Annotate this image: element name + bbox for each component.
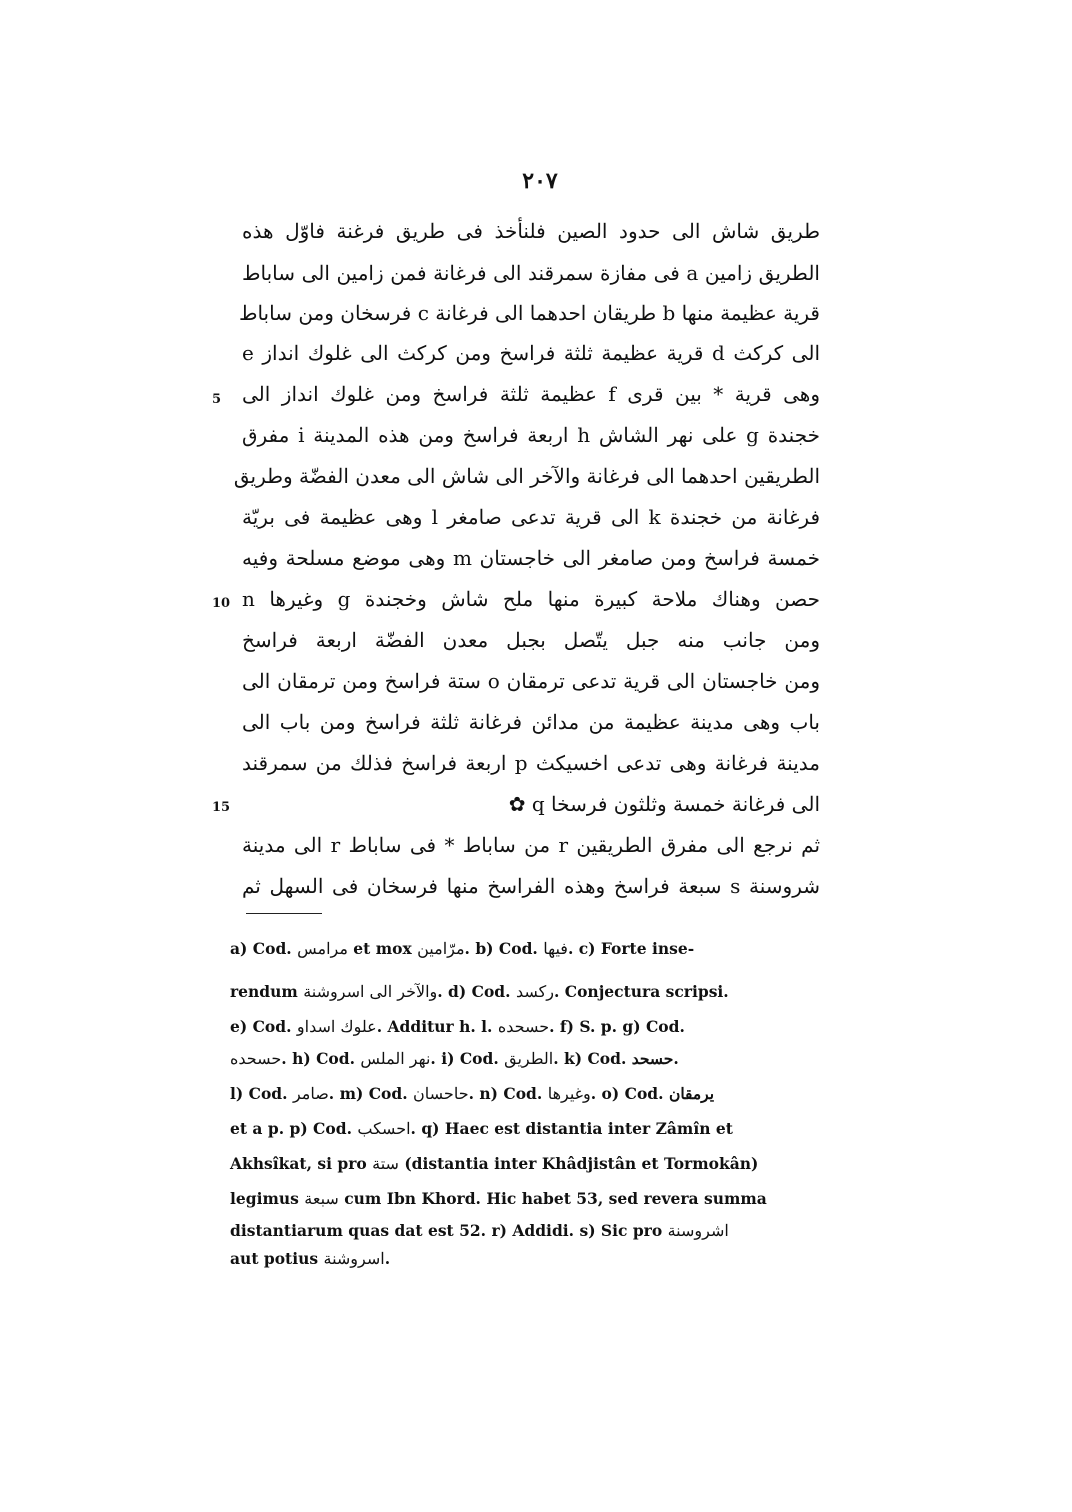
text-line: الى فرغانة خمسة وثلثون فرسخا q ✿: [508, 792, 820, 816]
text-line: وهى قرية * بين قرى f عظيمة ثلثة فراسخ ومن غلوك انداز الى: [242, 382, 820, 406]
footnote-line: e) Cod. علوك اسداو. Additur h. l. حسحده. f) S. p. g) Cod.: [230, 1017, 685, 1036]
text-line: فرغانة من خجندة k الى قرية تدعى صامغر l وهى عظيمة فى بريّة: [242, 505, 820, 529]
text-line: ثم نرجع الى مفرق الطريقين r من ساباط * فى ساباط r الى مدينة: [242, 833, 821, 857]
footnote-line: حسحده. h) Cod. نهر الملس. i) Cod. الطريق. k) Cod. حسحد.: [230, 1049, 679, 1068]
text-line: شروسنة s سبعة فراسخ وهذه الفراسخ منها فرسخان فى السهل ثم: [242, 874, 821, 898]
text-line: خجندة g على نهر الشاش h اربعة فراسخ ومن هذه المدينة i مفرق: [242, 423, 820, 447]
text-line: قرية عظيمة منها b طريقان احدهما الى فرغانة c فرسخان ومن ساباط: [238, 301, 820, 325]
text-line: مدينة فرغانة وهى تدعى اخسيكث p اربعة فراسخ فذلك من سمرقند: [242, 751, 820, 775]
footnote-line: l) Cod. صامر. m) Cod. حاحسان. n) Cod. وغيرها. o) Cod. يرمقان: [230, 1084, 715, 1103]
footnote-line: et a p. p) Cod. احسكب. q) Haec est distantia inter Zâmîn et: [230, 1119, 733, 1138]
text-line: الطريقين احدهما الى فرغانة والآخر الى شاش الى معدن الفضّة وطريق: [233, 464, 820, 488]
text-line: ومن جانب منه جبل يتّصل بجبل معدن الفضّة اربعة فراسخ: [242, 628, 821, 652]
text-line: ومن خاجستان الى قرية تدعى ترمقان o ستة فراسخ ومن ترمقان الى: [242, 669, 820, 693]
line-number: 10: [212, 596, 231, 611]
line-number: 5: [212, 392, 222, 407]
line-number: 15: [212, 800, 231, 815]
page-number: ۲۰۷: [522, 168, 558, 194]
text-line: طريق شاش الى حدود الصين فلنأخذ فى طريق فرغنة فاوّل هذه: [242, 219, 820, 243]
footnote-line: Akhsîkat, si pro ستة (distantia inter Khâdjistân et Tormokân): [230, 1154, 759, 1173]
text-line: حصن وهناك ملاحة كبيرة منها ملح شاش وخجندة g وغيرها n: [242, 587, 820, 611]
text-line: الطريق زامين a فى مفازة سمرقند الى فرغانة فمن زامين الى ساباط: [242, 261, 820, 285]
text-line: باب وهى مدينة عظيمة من مدائن فرغانة ثلثة فراسخ ومن باب الى: [242, 710, 820, 734]
text-line: الى كركث d قرية عظيمة ثلثة فراسخ ومن كركث الى غلوك انداز e: [242, 341, 820, 365]
footnote-line: aut potius اسروشنة.: [230, 1249, 391, 1268]
footnote-divider: [246, 913, 322, 914]
footnote-line: a) Cod. مرامس et mox مرّامين. b) Cod. فيها. c) Forte inse-: [230, 939, 695, 958]
footnote-line: distantiarum quas dat est 52. r) Addidi. s) Sic pro اشروسنة: [230, 1221, 729, 1240]
footnote-line: rendum والآخر الى اسروشنة. d) Cod. ركسد. Conjectura scripsi.: [230, 982, 729, 1001]
text-line: خمسة فراسخ ومن صامغر الى خاجستان m وهى موضع مسلحة وفيه: [242, 546, 820, 570]
footnote-line: legimus سبعة cum Ibn Khord. Hic habet 53, sed revera summa: [230, 1189, 767, 1208]
